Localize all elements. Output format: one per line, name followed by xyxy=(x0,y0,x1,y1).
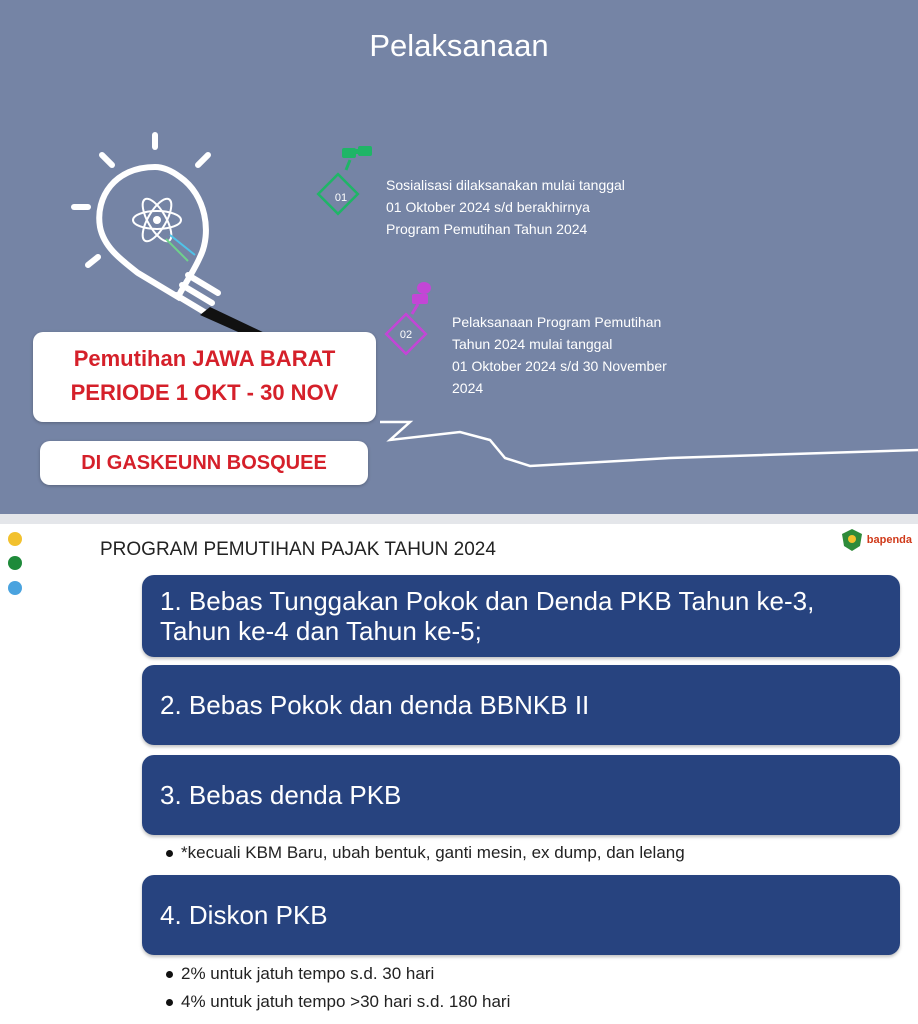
promo-location: DI GASKEUNN BOSQUEE xyxy=(40,441,368,485)
west-java-emblem-icon xyxy=(841,528,863,552)
page-title: Pelaksanaan xyxy=(369,28,549,63)
promo-banner: Pemutihan JAWA BARAT PERIODE 1 OKT - 30 NOV xyxy=(33,332,376,422)
bullet-icon xyxy=(166,999,173,1006)
green-dot xyxy=(8,556,22,570)
program-section xyxy=(0,524,918,1024)
program-item-3: 3. Bebas denda PKB xyxy=(142,755,900,835)
step-01-text: Sosialisasi dilaksanakan mulai tanggal 01 Oktober 2024 s/d berakhirnya Program Pemutihan Tahun 2024 xyxy=(386,177,625,237)
blue-dot xyxy=(8,581,22,595)
program-item-3-note: *kecuali KBM Baru, ubah bentuk, ganti mesin, ex dump, dan lelang xyxy=(166,843,685,863)
bullet-icon xyxy=(166,971,173,978)
step-01-number: 01 xyxy=(334,192,348,204)
program-item-1: 1. Bebas Tunggakan Pokok dan Denda PKB Tahun ke-3, Tahun ke-4 dan Tahun ke-5; xyxy=(142,575,900,657)
program-item-4-note-1: 2% untuk jatuh tempo s.d. 30 hari xyxy=(166,964,434,984)
binoculars-icon xyxy=(342,146,372,170)
program-item-4-note-2: 4% untuk jatuh tempo >30 hari s.d. 180 hari xyxy=(166,992,510,1012)
lightbulb-icon xyxy=(60,125,320,345)
step-01-marker xyxy=(312,140,382,230)
pin-icon xyxy=(412,282,431,314)
step-02-marker xyxy=(378,278,448,368)
step-02-number: 02 xyxy=(399,329,413,341)
section-divider xyxy=(0,514,918,524)
program-item-4: 4. Diskon PKB xyxy=(142,875,900,955)
program-title: PROGRAM PEMUTIHAN PAJAK TAHUN 2024 xyxy=(100,539,496,560)
step-02-text: Pelaksanaan Program Pemutihan Tahun 2024 mulai tanggal 01 Oktober 2024 s/d 30 November 2024 xyxy=(452,314,667,396)
decorative-line xyxy=(340,400,918,480)
bapenda-logo: bapenda xyxy=(841,528,912,552)
bullet-icon xyxy=(166,850,173,857)
yellow-dot xyxy=(8,532,22,546)
program-item-2: 2. Bebas Pokok dan denda BBNKB II xyxy=(142,665,900,745)
